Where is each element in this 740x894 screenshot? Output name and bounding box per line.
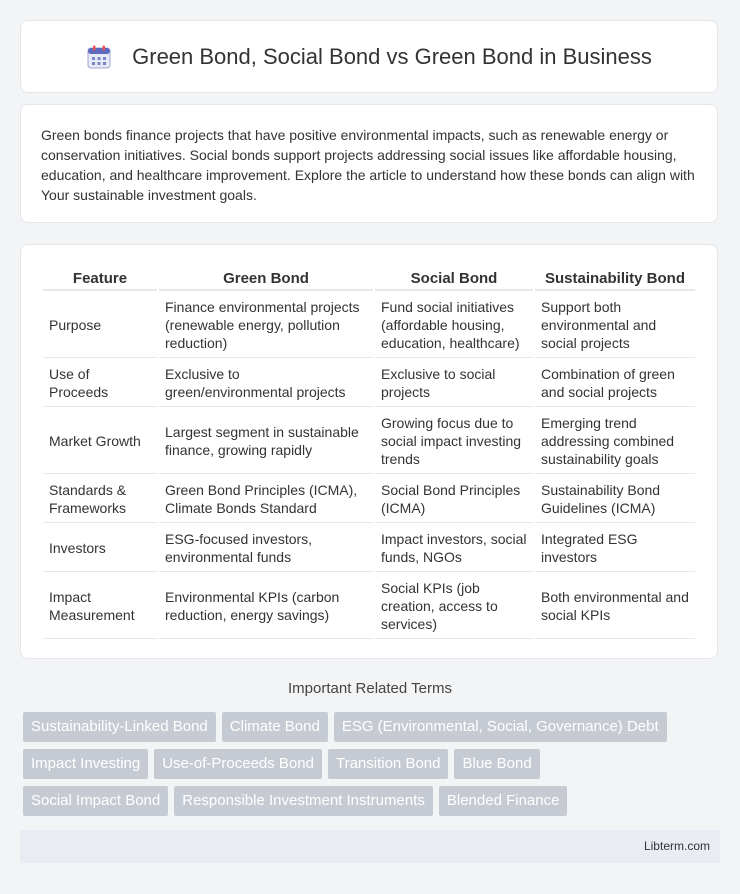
table-header-row: [43, 265, 695, 291]
table-cell: Environmental KPIs (carbon reduction, energy savings): [159, 574, 373, 639]
related-term-tag[interactable]: Transition Bond: [328, 749, 449, 779]
comparison-table-card: [20, 244, 718, 659]
table-cell: Impact Measurement: [43, 574, 157, 639]
column-header: Sustainability Bond: [535, 265, 695, 291]
table-cell: Integrated ESG investors: [535, 525, 695, 572]
table-cell: Impact investors, social funds, NGOs: [375, 525, 533, 572]
table-cell: Investors: [43, 525, 157, 572]
related-term-tag[interactable]: Social Impact Bond: [23, 786, 168, 816]
table-cell: Largest segment in sustainable finance, growing rapidly: [159, 409, 373, 474]
page-title: Green Bond, Social Bond vs Green Bond in Business: [132, 43, 652, 69]
related-term-tag[interactable]: Blue Bond: [454, 749, 539, 779]
related-term-tag[interactable]: Climate Bond: [222, 712, 328, 742]
footer: [20, 830, 720, 863]
related-term-tag[interactable]: Sustainability-Linked Bond: [23, 712, 216, 742]
table-cell: Support both environmental and social projects: [535, 293, 695, 358]
table-cell: Sustainability Bond Guidelines (ICMA): [535, 476, 695, 523]
comparison-table: [41, 263, 697, 641]
table-cell: Combination of green and social projects: [535, 360, 695, 407]
related-term-tag[interactable]: Blended Finance: [439, 786, 568, 816]
table-cell: Fund social initiatives (affordable housing, education, healthcare): [375, 293, 533, 358]
related-terms-title: Important Related Terms: [288, 680, 452, 697]
table-cell: Use of Proceeds: [43, 360, 157, 407]
table-cell: Both environmental and social KPIs: [535, 574, 695, 639]
table-row: [43, 574, 695, 639]
table-cell: Growing focus due to social impact investing trends: [375, 409, 533, 474]
table-cell: Social KPIs (job creation, access to services): [375, 574, 533, 639]
related-term-tag[interactable]: Impact Investing: [23, 749, 148, 779]
column-header: Social Bond: [375, 265, 533, 291]
related-term-tag[interactable]: Use-of-Proceeds Bond: [154, 749, 322, 779]
table-cell: Finance environmental projects (renewable energy, pollution reduction): [159, 293, 373, 358]
table-row: [43, 525, 695, 572]
intro-text: Green bonds finance projects that have positive environmental impacts, such as renewable energy or conservation initiatives. Social bonds support projects addressing social issues like affordable housing, education, and healthcare improvement. Explore the article to understand how these bonds can align with Your sustainable investment goals.: [41, 127, 695, 203]
table-row: [43, 476, 695, 523]
related-term-tag[interactable]: ESG (Environmental, Social, Governance) Debt: [334, 712, 667, 742]
intro-card: [20, 104, 718, 223]
table-row: [43, 360, 695, 407]
table-cell: Purpose: [43, 293, 157, 358]
table-cell: Social Bond Principles (ICMA): [375, 476, 533, 523]
column-header: Feature: [43, 265, 157, 291]
table-cell: Exclusive to green/environmental projects: [159, 360, 373, 407]
table-cell: Green Bond Principles (ICMA), Climate Bonds Standard: [159, 476, 373, 523]
table-cell: ESG-focused investors, environmental funds: [159, 525, 373, 572]
header-card: [20, 20, 718, 93]
table-cell: Exclusive to social projects: [375, 360, 533, 407]
table-row: [43, 409, 695, 474]
related-term-tag[interactable]: Responsible Investment Instruments: [174, 786, 433, 816]
footer-site-link[interactable]: Libterm.com: [643, 839, 710, 853]
table-cell: Standards & Frameworks: [43, 476, 157, 523]
table-cell: Market Growth: [43, 409, 157, 474]
table-row: [43, 293, 695, 358]
table-cell: Emerging trend addressing combined sustainability goals: [535, 409, 695, 474]
calendar-icon: [86, 44, 112, 70]
column-header: Green Bond: [159, 265, 373, 291]
related-terms-list: [23, 712, 723, 823]
